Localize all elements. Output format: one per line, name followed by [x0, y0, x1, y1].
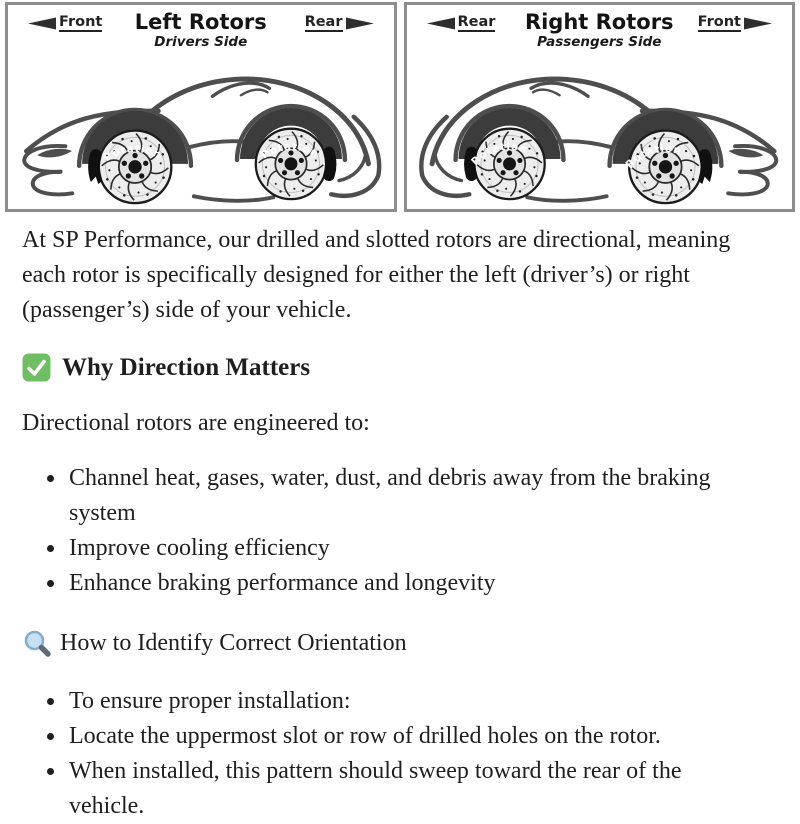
- heading-text: Why Direction Matters: [62, 354, 311, 381]
- car-illustration-left: [8, 56, 394, 209]
- list-item: • When installed, this pattern should sweep toward the rear of the vehicle.: [67, 754, 738, 824]
- panel-title: Right Rotors: [524, 10, 674, 34]
- car-illustration-right: [407, 56, 793, 209]
- list-item: • Enhance braking performance and longevity: [67, 566, 738, 601]
- rotation-label: Rotation: [259, 140, 321, 162]
- right-panel-header: [407, 5, 793, 53]
- arrow-right-icon: [744, 17, 772, 30]
- list-item: • Locate the uppermost slot or row of drilled holes on the rotor.: [67, 719, 738, 754]
- check-mark-icon: [22, 353, 51, 382]
- rotor-direction-diagram: [5, 2, 795, 212]
- right-rotors-panel: [404, 2, 796, 212]
- rotation-label: Rotation: [468, 140, 529, 168]
- lead-paragraph: Directional rotors are engineered to:: [22, 410, 370, 436]
- rotation-arrow-icon: [244, 173, 257, 184]
- direction-label-text: Rear: [458, 15, 496, 32]
- direction-label-text: Front: [698, 15, 741, 32]
- panel-title: Left Rotors: [134, 10, 267, 34]
- list-item: • To ensure proper installation:: [67, 684, 738, 719]
- orientation-list: [22, 684, 738, 824]
- front-direction-label: [28, 15, 102, 32]
- list-item: • Channel heat, gases, water, dust, and debris away from the braking system: [67, 461, 738, 531]
- arrow-right-icon: [346, 17, 374, 30]
- arrow-left-icon: [427, 17, 455, 30]
- identify-orientation-heading: [22, 626, 738, 661]
- intro-paragraph: At SP Performance, our drilled and slotted rotors are directional, meaning each rotor is specifically designed for either the left (driver’s) or right (passenger’s) side of your vehicle.: [22, 227, 731, 323]
- left-rotors-panel: [5, 2, 397, 212]
- list-item: • Improve cooling efficiency: [67, 531, 738, 566]
- panel-subtitle: Drivers Side: [154, 34, 248, 51]
- direction-label-text: Rear: [305, 15, 343, 32]
- magnifying-glass-icon: [22, 629, 52, 659]
- rotation-label: Rotation: [101, 142, 164, 165]
- article-body: [0, 212, 778, 824]
- rear-direction-label: [427, 15, 496, 32]
- heading-text: How to Identify Correct Orientation: [60, 630, 407, 656]
- rotation-label: Rotation: [622, 142, 683, 171]
- direction-label-text: Front: [59, 15, 102, 32]
- arrow-left-icon: [28, 17, 56, 30]
- rear-direction-label: [305, 15, 374, 32]
- benefits-list: [22, 461, 738, 601]
- panel-subtitle: Passengers Side: [537, 34, 662, 51]
- rotation-arrow-icon: [543, 173, 556, 184]
- front-direction-label: [698, 15, 772, 32]
- left-panel-header: [8, 5, 394, 53]
- why-direction-matters-heading: [22, 350, 738, 385]
